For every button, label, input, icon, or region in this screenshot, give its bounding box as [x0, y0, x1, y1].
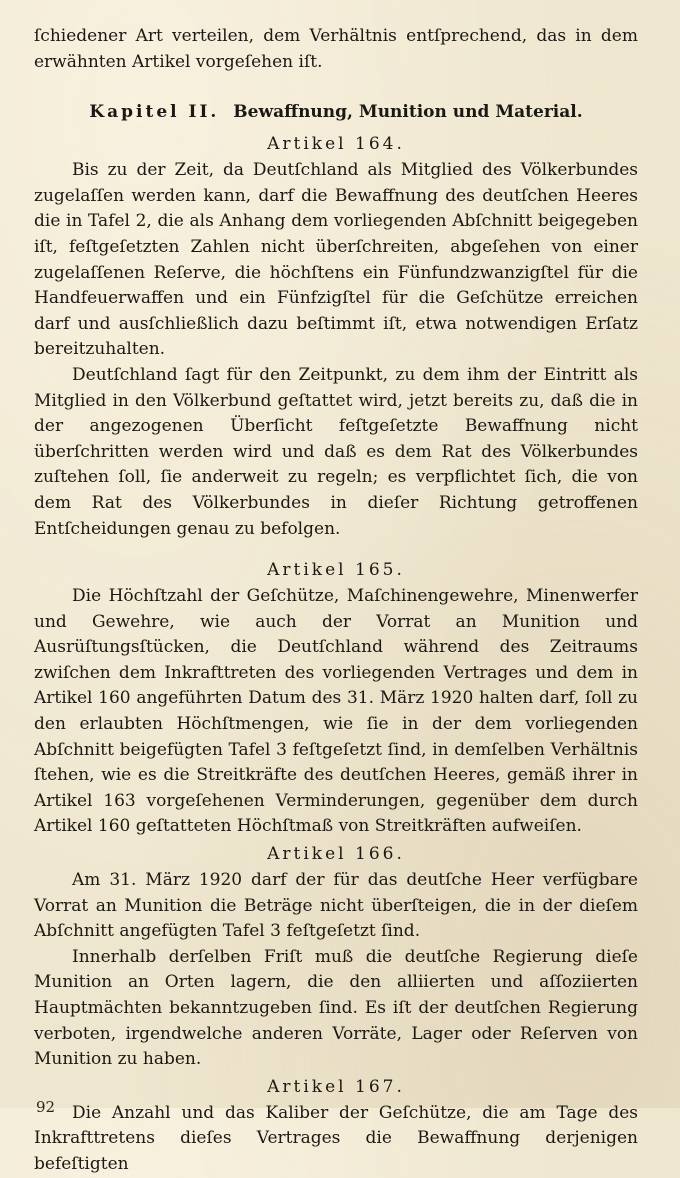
article-paragraph: Die Anzahl und das Kaliber der Geſchütze, die am Tage des Inkrafttretens dieſes Vertrages die Bewaffnung derjenigen befeſtigten	[34, 1102, 638, 1174]
chapter-label: Kapitel II.	[89, 102, 220, 123]
article-paragraph: Die Höchſtzahl der Geſchütze, Maſchinengewehre, Minenwerfer und Gewehre, wie auch der Vorrat an Munition und Ausrüſtungsſtücken, die Deutſchland während des Zeitraums zwiſchen dem Inkrafttreten des vorliegenden Vertrages und dem in Artikel 160 angeführten Datum des 31. März 1920 halten darf, ſoll zu den erlaubten Höchſtmengen, wie ſie in der dem vorliegenden Abſchnitt beigefügten Tafel 3 feſtgeſetzt ſind, in demſelben Verhältnis ſtehen, wie es die Streitkräfte des deutſchen Heeres, gemäß ihrer in Artikel 163 vorgeſehenen Verminderungen, gegenüber dem durch Artikel 160 geſtatteten Höchſtmaß von Streitkräften aufweiſen.	[34, 586, 638, 837]
article-heading: Artikel 167.	[267, 1076, 405, 1097]
article-paragraph: Deutſchland ſagt für den Zeitpunkt, zu dem ihm der Eintritt als Mitglied in den Völkerbund geſtattet wird, jetzt bereits zu, daß die in der angezogenen Überſicht feſtgeſetzte Bewaffnung nicht überſchritten werden wird und daß es dem Rat des Völkerbundes zuſtehen ſoll, ſie anderweit zu regeln; es verpflichtet ſich, die von dem Rat des Völkerbundes in dieſer Richtung getroffenen Entſcheidungen genau zu befolgen.	[34, 364, 638, 539]
article-paragraph: Bis zu der Zeit, da Deutſchland als Mitglied des Völkerbundes zugelaſſen werden kann, darf die Bewaffnung des deutſchen Heeres die in Tafel 2, die als Anhang dem vorliegenden Abſchnitt beigegeben iſt, feſtgeſetzten Zahlen nicht überſchreiten, abgeſehen von einer zugelaſſenen Reſerve, die höchſtens ein Fünfundzwanzigſtel für die Handfeuerwaffen und ein Fünfzigſtel für die Geſchütze erreichen darf und ausſchließlich dazu beſtimmt iſt, etwa notwendigen Erſatz bereitzuhalten.	[34, 160, 638, 360]
document-page	[34, 24, 638, 1174]
article-heading: Artikel 164.	[267, 134, 405, 155]
article-164	[34, 132, 638, 542]
page-number: 92	[36, 1098, 56, 1116]
chapter-title: Bewaffnung, Munition und Material.	[233, 102, 583, 123]
article-paragraph: Innerhalb derſelben Friſt muß die deutſche Regierung dieſe Munition an Orten lagern, die den alliierten und aſſoziierten Hauptmächten bekanntzugeben ſind. Es iſt der deutſchen Regierung verboten, irgendwelche anderen Vorräte, Lager oder Reſerven von Munition zu haben.	[34, 946, 638, 1070]
article-167	[34, 1075, 638, 1178]
article-166	[34, 842, 638, 1073]
intro-paragraph: ſchiedener Art verteilen, dem Verhältnis entſprechend, das in dem erwähnten Artikel vorgeſehen iſt.	[34, 26, 638, 72]
article-heading: Artikel 166.	[267, 844, 405, 865]
article-165	[34, 558, 638, 840]
article-heading: Artikel 165.	[267, 560, 405, 581]
article-paragraph: Am 31. März 1920 darf der für das deutſche Heer verfügbare Vorrat an Munition die Beträge nicht überſteigen, die in der dieſem Abſchnitt angefügten Tafel 3 feſtgeſetzt ſind.	[34, 870, 638, 942]
chapter-heading	[34, 100, 638, 124]
